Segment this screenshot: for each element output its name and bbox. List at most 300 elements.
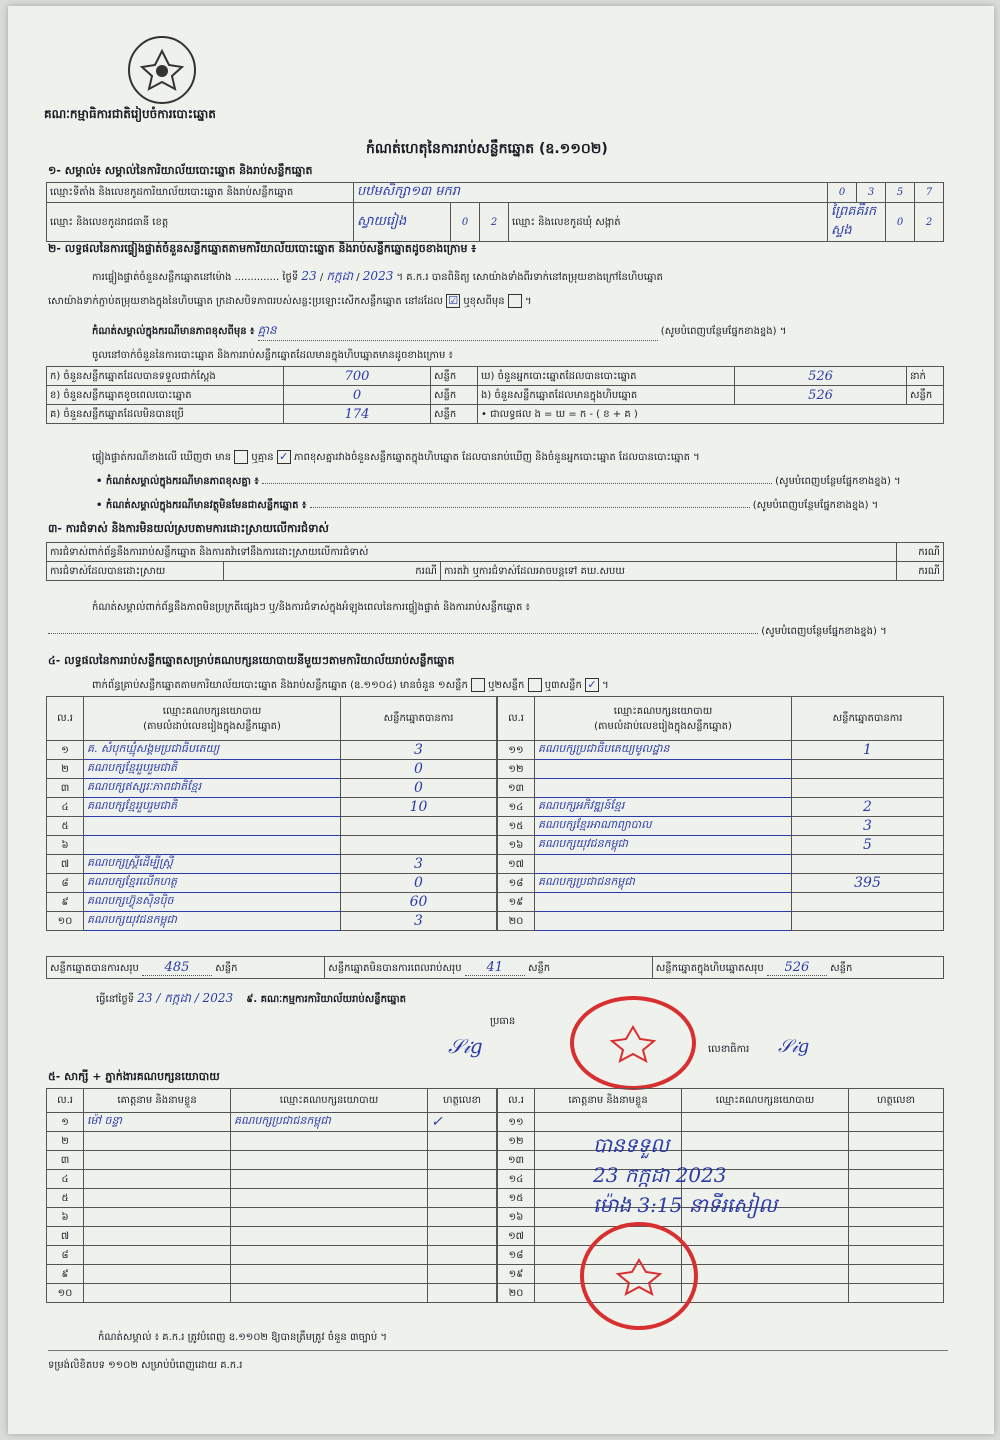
party-votes [341,836,497,855]
party-votes: 3 [792,817,944,836]
witness-signature [428,1265,497,1284]
witness-signature [849,1265,944,1284]
handwritten-line: បានទទួល [593,1133,670,1157]
witness-signature [428,1208,497,1227]
location-code-digit: 7 [915,183,944,203]
row-d-label: ឃ) ចំនួនអ្នកបោះឆ្នោតដែលបានបោះឆ្នោត [478,367,735,386]
province-code-digit: 0 [451,203,480,242]
location-label: ឈ្មោះទីតាំង និងលេខកូដការិយាល័យបោះឆ្នោត និងរាប់សន្លឹកឆ្នោត [47,183,354,203]
section2-para2: សោយ៉ាងទាក់ភ្ជាប់តម្រុយខាងក្នុងនៃហិបឆ្នោត ក្រដាសបិទភាពរបស់សន្លះប្រឡោះសើកសន្លឹកឆ្នោត នៅដដែល ☑ ឬខុសពីមុន ។ [48,294,532,307]
commune-label: ឈ្មោះ និងលេខកូដឃុំ សង្កាត់ [509,203,828,242]
row-b-unit: សន្លឹក [431,386,478,405]
para1-text: ការផ្ទៀងផ្ទាត់ចំនួនសន្លឹកឆ្នោតនៅម៉ោង .............. ថ្ងៃទី [92,272,299,283]
province-value: ស្វាយរៀង [354,203,451,242]
counts-table [46,366,944,424]
committee-label: ៩. គណៈកម្មការការិយាល័យរាប់សន្លឹកឆ្នោត [246,994,407,1005]
discrepancy-no-checkbox[interactable]: ✓ [277,450,291,464]
witness-party [231,1284,428,1303]
witness-signature [428,1246,497,1265]
location-code-digit: 5 [886,183,915,203]
party-name: គ. សំបុកឃ្មុំសង្គមប្រជាធិបតេយ្យ [84,741,341,760]
party-row [498,817,944,836]
discrepancy-check-line [92,450,700,465]
section2-para4: ចូលនៅចាក់ចំនួននៃការបោះឆ្នោត និងការរាប់សន្លឹកឆ្នោតដែលមានក្នុងហិបឆ្នោតមានដូចខាងក្រោម ៖ [92,350,453,361]
witness-row-no: ១១ [498,1113,535,1132]
party-row-no: ២ [47,760,84,779]
row-f-formula: • ជាលទ្ធផល ង = ឃ = ក - ( ខ + គ ) [478,405,944,424]
party-row-no: ៨ [47,874,84,893]
party-row [498,874,944,893]
total-invalid-value: 41 [465,960,525,976]
witness-signature [849,1132,944,1151]
party-row [498,836,944,855]
row-d-value: 526 [735,367,907,386]
col-party-sub: (តាមលំដាប់លេខរៀងក្នុងសន្លឹកឆ្នោត) [143,720,281,732]
party-votes [792,779,944,798]
witness-name [84,1246,231,1265]
row-c-unit: សន្លឹក [431,405,478,424]
handwritten-line: ម៉ោង 3:15 នាទីរសៀល [593,1193,778,1217]
location-code-digit: 0 [828,183,857,203]
bullet2-end: (សូមបំពេញបន្ថែមផ្នែកខាងខ្នង) ។ [752,500,879,511]
witness-signature [428,1151,497,1170]
party-row-no: ១២ [498,760,535,779]
para3-label: កំណត់សម្គាល់ក្នុងករណីមានភាពខុសពីមុន ៖ [92,326,255,337]
party-row-no: ១៤ [498,798,535,817]
objections-row1-unit: ករណី [897,543,944,562]
chief-signature: 𝒮𝒾𝑔 [448,1034,483,1058]
party-name: គណបក្សប្រជាជនកម្ពុជា [535,874,792,893]
witness-party [231,1265,428,1284]
party-row [47,760,497,779]
row-e-unit: សន្លឹក [907,386,944,405]
commune-code-digit: 2 [915,203,944,242]
witness-row-no: ៨ [47,1246,84,1265]
party-name: គណបក្សស្ត្រីដើម្បីស្ត្រី [84,855,341,874]
para2-mid: ឬខុសពីមុន [463,296,505,307]
resolved-label: ការជំទាស់ដែលបានដោះស្រាយ [47,562,224,581]
witness-party [231,1170,428,1189]
witness-signature [849,1170,944,1189]
witness-signature [428,1132,497,1151]
witness-name [84,1208,231,1227]
witness-signature [428,1170,497,1189]
discrepancy-yes-checkbox[interactable] [234,450,248,464]
party-row-no: ១១ [498,741,535,760]
party-row-no: ១៥ [498,817,535,836]
witness-signature [428,1227,497,1246]
total-valid-label: សន្លឹកឆ្នោតបានការសរុប [50,962,139,974]
party-row [47,741,497,760]
org-name: គណៈកម្មាធិការជាតិរៀបចំការបោះឆ្នោត [44,107,216,121]
col-party [535,697,792,741]
witness-row-no: ១៩ [498,1265,535,1284]
party-row [498,798,944,817]
changed-checkbox[interactable] [508,294,522,308]
witness-row-no: ១៨ [498,1246,535,1265]
party-name: គណបក្សខ្មែរអាណាព្យាបាល [535,817,792,836]
total-box [652,957,943,979]
appeal-unit: ករណី [897,562,944,581]
party-votes [341,817,497,836]
row-a-label: ក) ចំនួនសន្លឹកឆ្នោតដែលបានទទួលជាក់ស្តែង [47,367,284,386]
bullet2-line [96,498,948,513]
witness-signature [428,1189,497,1208]
row-b-label: ខ) ចំនួនសន្លឹកឆ្នោតខូចពេលបោះឆ្នោត [47,386,284,405]
w-col-sign: ហត្ថលេខា [428,1089,497,1113]
party-row-no: ៧ [47,855,84,874]
party-votes: 395 [792,874,944,893]
party-row [47,836,497,855]
bullet1-label: • កំណត់សម្គាល់ក្នុងករណីមានភាពខុសគ្នា ៖ [96,476,259,487]
party-row-no: ១៦ [498,836,535,855]
col-party-label: ឈ្មោះគណបក្សនយោបាយ [613,705,713,717]
emblem-logo [128,36,196,104]
intro-b: ឬ២សន្លឹក [488,680,525,691]
party-votes: 0 [341,760,497,779]
witness-row [498,1265,944,1284]
party-row [47,779,497,798]
party-name: គណបក្សហ៊្វុនស៊ិនប៉ិច [84,893,341,912]
para3-value: គ្មាន [258,322,658,341]
party-row [498,855,944,874]
row-d-unit: នាក់ [907,367,944,386]
witness-party [231,1151,428,1170]
witness-signature [849,1227,944,1246]
witness-row [47,1132,497,1151]
unchanged-checkbox[interactable]: ☑ [446,294,460,308]
party-name [84,817,341,836]
secretary-signature: 𝒮𝒾𝑔 [778,1036,810,1057]
witness-row [47,1151,497,1170]
resolved-unit: ករណី [224,562,441,581]
witness-row-no: ១៣ [498,1151,535,1170]
witness-name: ម៉ៅ ចន្ទា [84,1113,231,1132]
party-name [535,760,792,779]
section4-title: ៤- លទ្ធផលនៃការរាប់សន្លឹកឆ្នោតសម្រាប់គណបក្សនយោបាយនីមួយៗតាមការិយាល័យរាប់សន្លឹកឆ្នោត [48,654,455,667]
row-a-value: 700 [284,367,431,386]
total-valid-value: 485 [142,960,212,976]
witness-row [47,1189,497,1208]
w-col-no: ល.រ [47,1089,84,1113]
section1-title: ១- សម្គាល់៖ សម្គាល់នៃការិយាល័យបោះឆ្នោត និងរាប់សន្លឹកឆ្នោត [48,164,313,177]
witness-party [682,1265,849,1284]
witness-signature [849,1208,944,1227]
witness-signature [849,1284,944,1303]
row-e-label: ង) ចំនួនសន្លឹកឆ្នោតដែលមានក្នុងហិបឆ្នោត [478,386,735,405]
witness-row-no: ៥ [47,1189,84,1208]
witness-name [84,1132,231,1151]
witness-row-no: ១៤ [498,1170,535,1189]
party-votes: 1 [792,741,944,760]
party-row-no: ៦ [47,836,84,855]
check-line-text2: ឬគ្មាន [251,452,274,463]
witness-row-no: ២ [47,1132,84,1151]
section4-intro: ពាក់ព័ន្ធគ្រាប់សន្លឹកឆ្នោតតាមការិយាល័យបោះឆ្នោត និងរាប់សន្លឹកឆ្នោត (ឧ.១១០៤) មានចំនួន ១សន្លឹក ឬ២សន្លឹក ឬ៣សន្លឹក ✓ ។ [92,678,609,691]
party-row-no: ៣ [47,779,84,798]
objections-row1-label: ការជំទាស់ពាក់ព័ន្ធនឹងការរាប់សន្លឹកឆ្នោត និងការតវ៉ាទៅនឹងការដោះស្រាយលើការជំទាស់ [47,543,897,562]
col-votes: សន្លឹកឆ្នោតបានការ [792,697,944,741]
footer-note: កំណត់សម្គាល់ ៖ គ.ក.រ ត្រូវបំពេញ ឧ.១១០២ ឱ្យបានត្រឹមត្រូវ ចំនួន ៣ច្បាប់ ។ [98,1332,387,1343]
bullet1-field[interactable] [262,483,772,484]
handwritten-line: 23 កក្កដា 2023 [593,1163,727,1187]
witness-row [47,1170,497,1189]
w-col-party: ឈ្មោះគណបក្សនយោបាយ [231,1089,428,1113]
witness-row-no: ១៧ [498,1227,535,1246]
party-name: គណបក្សអភិវឌ្ឍន៍ខ្មែរ [535,798,792,817]
chief-label: ប្រធាន [490,1016,516,1027]
sheets-1-checkbox[interactable] [471,678,485,692]
party-votes [792,855,944,874]
party-row [498,760,944,779]
footer-divider [48,1350,948,1351]
row-c-value: 174 [284,405,431,424]
witness-name [84,1265,231,1284]
party-row-no: ៥ [47,817,84,836]
total-invalid-unit: សន្លឹក [527,962,551,974]
done-date: 23 / កក្កដា / 2023 [137,991,234,1005]
total-box-unit: សន្លឹក [830,962,853,974]
commune-code-digit: 0 [886,203,915,242]
witness-row [498,1113,944,1132]
w-col-name: គោត្តនាម និងនាមខ្លួន [84,1089,231,1113]
party-name: គណបក្សខ្មែរលើកហត្ថ [84,874,341,893]
party-name: គណបក្សឥស្សរៈភាពជាតិខ្មែរ [84,779,341,798]
witness-name [84,1227,231,1246]
party-votes [792,893,944,912]
total-valid-unit: សន្លឹក [215,962,238,974]
col-no: ល.រ [498,697,535,741]
party-name: គណបក្សប្រជាធិបតេយ្យមូលដ្ឋាន [535,741,792,760]
document-page [8,6,994,1434]
section3-title: ៣- ការជំទាស់ និងការមិនយល់ស្របតាមការដោះស្រាយលើការជំទាស់ [48,522,329,535]
witness-row [47,1246,497,1265]
section3-note-field[interactable] [48,633,758,634]
witness-party [231,1189,428,1208]
w-col-party: ឈ្មោះគណបក្សនយោបាយ [682,1089,849,1113]
w-col-sign: ហត្ថលេខា [849,1089,944,1113]
witness-row-no: ១០ [47,1284,84,1303]
witness-signature [849,1246,944,1265]
intro-c: ឬ៣សន្លឹក [544,680,582,691]
section3-note: កំណត់សម្គាល់ពាក់ព័ន្ធនឹងភាពមិនប្រក្រតីផ្សេងៗ ឬ/និងការជំទាស់ក្នុងអំឡុងពេលនៃការផ្ទៀងផ្ទាត់ និងការរាប់សន្លឹកឆ្នោត ៖ [92,602,530,613]
total-box-value: 526 [767,960,827,976]
witness-row [47,1265,497,1284]
party-votes [792,760,944,779]
witness-row [498,1284,944,1303]
party-results-right [497,696,944,931]
witness-row-no: ១៥ [498,1189,535,1208]
party-row-no: ៤ [47,798,84,817]
commune-value: ព្រៃគគីរកស្ទង [828,203,886,242]
footer-bottom: ទម្រង់លិខិតបទ ១១០២ សម្រាប់បំពេញដោយ គ.ក.រ [48,1360,243,1371]
para3-end: (សូមបំពេញបន្ថែមផ្នែកខាងខ្នង) ។ [660,326,787,337]
witness-row-no: ៩ [47,1265,84,1284]
witness-row-no: ៧ [47,1227,84,1246]
witness-party [231,1246,428,1265]
row-e-value: 526 [735,386,907,405]
check-line-text: ផ្ទៀងផ្ទាត់ករណីខាងលើ ឃើញថា មាន [92,452,231,463]
witness-party [682,1227,849,1246]
section2-title: ២- លទ្ធផលនៃការផ្ទៀងផ្ទាត់ចំនួនសន្លឹកឆ្នោតតាមការិយាល័យបោះឆ្នោត និងរាប់សន្លឹកឆ្នោតដូចខាងក្រោម ៖ [48,242,477,255]
party-row [498,741,944,760]
para1-end: ។ គ.ក.រ បានពិនិត្យ សោយ៉ាងទាំងពីរទាក់នៅតម្រុយខាងក្រៅនៃហិបឆ្នោត [396,272,663,283]
witness-row-no: ១ [47,1113,84,1132]
check-line-text3: ភាពខុសគ្នារវាងចំនួនសន្លឹកឆ្នោតក្នុងហិបឆ្នោត ដែលបានរាប់ឃើញ និងចំនួនអ្នកបោះឆ្នោត ដែលបានបោះឆ្នោត ។ [293,452,700,463]
witness-name [84,1170,231,1189]
province-label: ឈ្មោះ និងលេខកូដរាជធានី ខេត្ត [47,203,354,242]
bullet1-line [96,474,948,489]
witness-party [682,1284,849,1303]
totals-row [46,956,944,979]
witness-row [47,1227,497,1246]
section3-note-line [48,624,948,639]
witness-table-left [46,1088,497,1303]
party-name [535,912,792,931]
party-row [498,893,944,912]
party-row [498,912,944,931]
total-box-label: សន្លឹកឆ្នោតក្នុងហិបឆ្នោតសរុប [655,962,764,974]
party-row-no: ១៩ [498,893,535,912]
witness-party: គណបក្សប្រជាជនកម្ពុជា [231,1113,428,1132]
witness-row [498,1227,944,1246]
witness-row-no: ៤ [47,1170,84,1189]
col-party-label: ឈ្មោះគណបក្សនយោបាយ [162,705,262,717]
party-row-no: ១៧ [498,855,535,874]
party-votes: 5 [792,836,944,855]
col-no: ល.រ [47,697,84,741]
party-row [47,912,497,931]
year-value: 2023 [362,269,394,283]
location-value: បឋមសិក្សា១៣ មករា [354,183,828,203]
party-results [46,696,944,931]
bullet2-field[interactable] [310,507,750,508]
party-name [84,836,341,855]
party-row-no: ១៨ [498,874,535,893]
party-votes: 3 [341,741,497,760]
sheets-2-checkbox[interactable] [528,678,542,692]
witness-name [84,1151,231,1170]
witness-signature [849,1113,944,1132]
party-votes [792,912,944,931]
party-row-no: ១ [47,741,84,760]
party-row-no: ១៣ [498,779,535,798]
receipt-seal [580,1222,698,1330]
section5-title: ៥- សាក្សី + ភ្នាក់ងារគណបក្សនយោបាយ [48,1070,220,1083]
row-b-value: 0 [284,386,431,405]
total-invalid-label: សន្លឹកឆ្នោតមិនបានការពេលរាប់សរុប [328,962,462,974]
witness-name [84,1189,231,1208]
party-name [535,855,792,874]
col-votes: សន្លឹកឆ្នោតបានការ [341,697,497,741]
para2-text: សោយ៉ាងទាក់ភ្ជាប់តម្រុយខាងក្នុងនៃហិបឆ្នោត ក្រដាសបិទភាពរបស់សន្លះប្រឡោះសើកសន្លឹកឆ្នោត នៅដដែល [48,296,443,307]
party-row [47,874,497,893]
row-a-unit: សន្លឹក [431,367,478,386]
official-seal [570,996,696,1090]
total-valid [47,957,325,979]
witness-row-no: ១៦ [498,1208,535,1227]
party-row [498,779,944,798]
party-votes: 0 [341,779,497,798]
witness-signature [428,1284,497,1303]
done-line [96,990,406,1008]
party-row-no: ៩ [47,893,84,912]
done-label: ធ្វើនៅថ្ងៃទី [96,994,135,1005]
party-row [47,893,497,912]
bullet2-label: • កំណត់សម្គាល់ក្នុងករណីមានវត្ថុមិនមែនជាសន្លឹកឆ្នោត ៖ [96,500,307,511]
secretary-label: លេខាធិការ [708,1044,750,1055]
bullet1-end: (សូមបំពេញបន្ថែមផ្នែកខាងខ្នង) ។ [775,476,901,487]
witness-party [231,1208,428,1227]
party-row [47,817,497,836]
witness-row [47,1284,497,1303]
day-value: 23 [301,269,317,283]
witness-signature: ✓ [428,1113,497,1132]
province-code-digit: 2 [480,203,509,242]
w-col-name: គោត្តនាម និងនាមខ្លួន [535,1089,682,1113]
location-code-digit: 3 [857,183,886,203]
party-votes: 3 [341,855,497,874]
witness-row-no: ១២ [498,1132,535,1151]
col-party [84,697,341,741]
witness-row-no: ៣ [47,1151,84,1170]
witness-row-no: ២០ [498,1284,535,1303]
form-title: កំណត់ហេតុនៃការរាប់សន្លឹកឆ្នោត (ឧ.១១០២) [366,141,608,157]
witness-signature [849,1189,944,1208]
total-invalid [325,957,653,979]
witness-row [47,1113,497,1132]
handwritten-note [593,1130,777,1220]
col-party-sub: (តាមលំដាប់លេខរៀងក្នុងសន្លឹកឆ្នោត) [594,720,732,732]
party-name: គណបក្សយុវជនកម្ពុជា [535,836,792,855]
party-votes: 0 [341,874,497,893]
witness-party [231,1227,428,1246]
objections-table [46,542,944,581]
party-name [535,893,792,912]
witness-row-no: ៦ [47,1208,84,1227]
month-value: កក្កដា [326,269,354,283]
party-votes: 2 [792,798,944,817]
party-name: គណបក្សខ្មែររួបរួមជាតិ [84,760,341,779]
party-votes: 10 [341,798,497,817]
party-row [47,798,497,817]
witness-party [682,1246,849,1265]
party-results-left [46,696,497,931]
witness-row [498,1246,944,1265]
sheets-3-checkbox[interactable]: ✓ [585,678,599,692]
appeal-label: ការតវ៉ា ឬការជំទាស់ដែលអាចបន្តទៅ គឃ.សបឃ [441,562,897,581]
witness-name [84,1284,231,1303]
section1-table [46,182,944,242]
section2-para1: ការផ្ទៀងផ្ទាត់ចំនួនសន្លឹកឆ្នោតនៅម៉ោង .............. ថ្ងៃទី 23 / កក្កដា / 2023 ។ គ.ក.រ បានពិនិត្យ សោយ៉ាងទាំងពីរទាក់នៅតម្រុយខាងក្រៅនៃហិបឆ្នោត [92,269,663,283]
section2-para3 [92,322,952,341]
w-col-no: ល.រ [498,1089,535,1113]
party-name: គណបក្សខ្មែររួបរួមជាតិ [84,798,341,817]
party-row-no: ១០ [47,912,84,931]
party-row-no: ២០ [498,912,535,931]
party-votes: 60 [341,893,497,912]
witness-party [231,1132,428,1151]
witness-signature [849,1151,944,1170]
party-row [47,855,497,874]
section3-note-end: (សូមបំពេញបន្ថែមផ្នែកខាងខ្នង) ។ [761,626,887,637]
party-votes: 3 [341,912,497,931]
party-name: គណបក្សយុវជនកម្ពុជា [84,912,341,931]
row-c-label: គ) ចំនួនសន្លឹកឆ្នោតដែលមិនបានប្រើ [47,405,284,424]
witness-row [47,1208,497,1227]
witness-table-wrap [46,1088,944,1303]
intro-text: ពាក់ព័ន្ធគ្រាប់សន្លឹកឆ្នោតតាមការិយាល័យបោះឆ្នោត និងរាប់សន្លឹកឆ្នោត (ឧ.១១០៤) មានចំនួន ១សន្លឹក [92,680,468,691]
